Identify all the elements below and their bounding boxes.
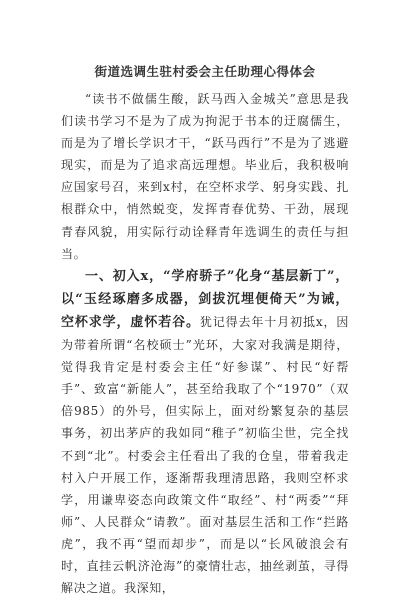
- document-title: 街道选调生驻村委会主任助理心得体会: [94, 64, 316, 79]
- section-1-heading: 一、初入x，“学府骄子”化身“基层新丁”，以“玉经琢磨多成器，剑拔沉埋便倚天”为诫，空杯求学，虚怀若谷。: [61, 268, 349, 330]
- section-1-paragraph: [61, 265, 349, 599]
- section-1-body: 犹记得去年十月初抵x，因为带着所谓“名校硕士”光环，大家对我满是期待，觉得我肯定是村委会主任“好参谋”、村民“好帮手”、致富“新能人”，甚至给我取了个“1970”（双倍985）的外号，但实际上，面对纷繁复杂的基层事务，初出茅庐的我如同“稚子”初临尘世，完全找不到“北”。村委会主任看出了我的仓皇，带着我走村入户开展工作，逐渐帮我理清思路，我则空杯求学，用谦卑姿态向政策文件“取经”、村“两委”“拜师”、人民群众“请教”。面对基层生活和工作“拦路虎”，我不再“望而却步”，而是以“长风破浪会有时，直挂云帆济沧海”的豪情壮志，抽丝剥茧，寻得解决之道。我深知，: [61, 314, 349, 596]
- document-body: [61, 88, 349, 599]
- intro-paragraph: “读书不做儒生酸，跃马西入金城关”意思是我们读书学习不是为了成为拘泥于书本的迂腐儒生，而是为了增长学识才干，“跃马西行”不是为了逃避现实，而是为了追求高远理想。毕业后，我积极响应国家号召，来到x村，在空杯求学、躬身实践、扎根群众中，悄然蜕变，发挥青春优势、干劲，展现青春风貌，用实际行动诠释青年选调生的责任与担当。: [61, 92, 349, 261]
